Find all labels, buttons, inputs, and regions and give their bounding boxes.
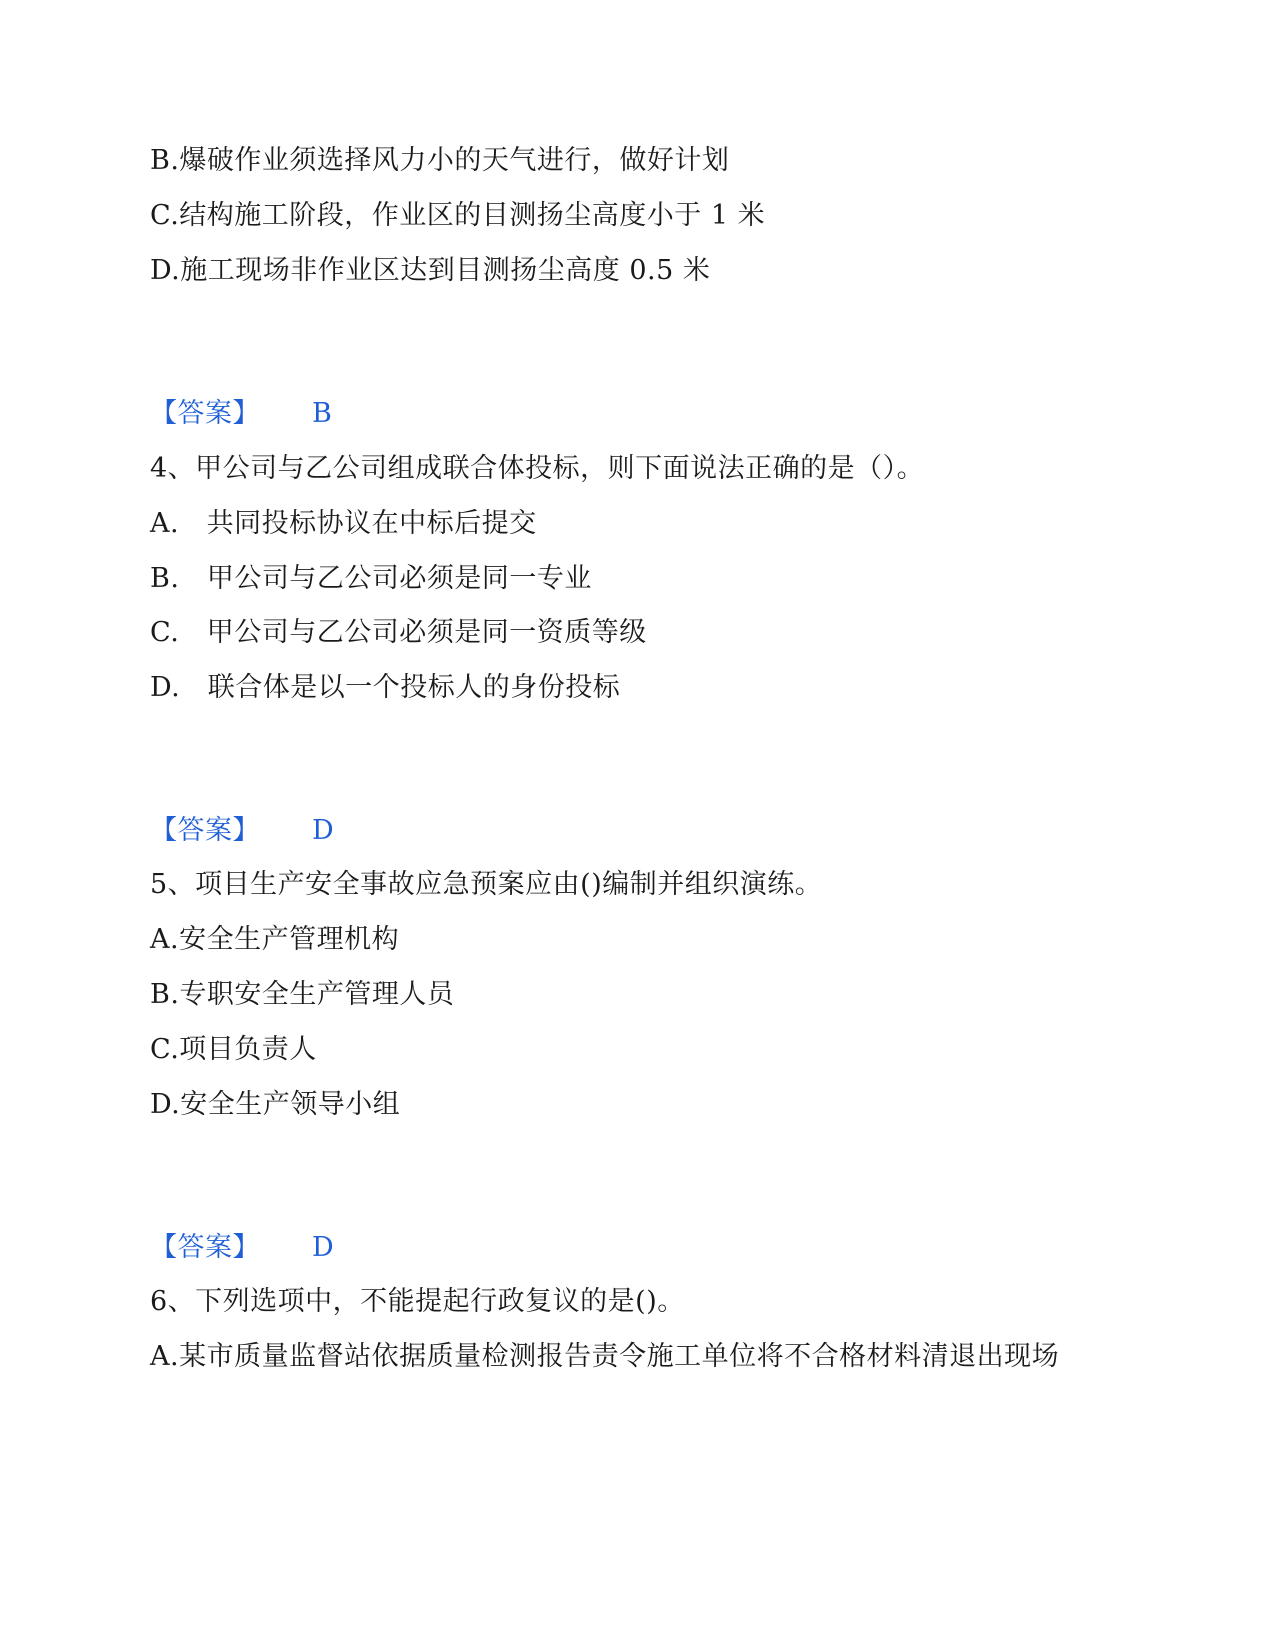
answer-label: 【答案】	[150, 398, 260, 429]
answer-value: B	[312, 398, 333, 429]
answer-3	[150, 397, 332, 431]
q5-option-a: A.安全生产管理机构	[150, 924, 400, 955]
q3-option-c: C.结构施工阶段，作业区的目测扬尘高度小于 1 米	[150, 200, 766, 231]
answer-label: 【答案】	[150, 815, 260, 846]
q5-option-d: D.安全生产领导小组	[150, 1089, 401, 1120]
q4-option-c: C. 甲公司与乙公司必须是同一资质等级	[150, 617, 647, 648]
q4-option-d: D. 联合体是以一个投标人的身份投标	[150, 672, 621, 703]
answer-value: D	[312, 815, 335, 846]
q3-option-b: B.爆破作业须选择风力小的天气进行，做好计划	[150, 145, 730, 176]
q4-option-a: A. 共同投标协议在中标后提交	[150, 508, 537, 539]
answer-5	[150, 1231, 334, 1265]
q3-option-d: D.施工现场非作业区达到目测扬尘高度 0.5 米	[150, 255, 711, 286]
q4-stem: 4、甲公司与乙公司组成联合体投标，则下面说法正确的是（）。	[150, 453, 925, 484]
q5-option-b: B.专职安全生产管理人员	[150, 979, 455, 1010]
answer-label: 【答案】	[150, 1232, 260, 1263]
q5-option-c: C.项目负责人	[150, 1034, 317, 1065]
answer-4	[150, 814, 334, 848]
q6-stem: 6、下列选项中，不能提起行政复议的是()。	[150, 1286, 685, 1317]
q4-option-b: B. 甲公司与乙公司必须是同一专业	[150, 563, 592, 594]
q5-stem: 5、项目生产安全事故应急预案应由()编制并组织演练。	[150, 869, 823, 900]
answer-value: D	[312, 1232, 335, 1263]
q6-option-a: A.某市质量监督站依据质量检测报告责令施工单位将不合格材料清退出现场	[150, 1341, 1060, 1372]
